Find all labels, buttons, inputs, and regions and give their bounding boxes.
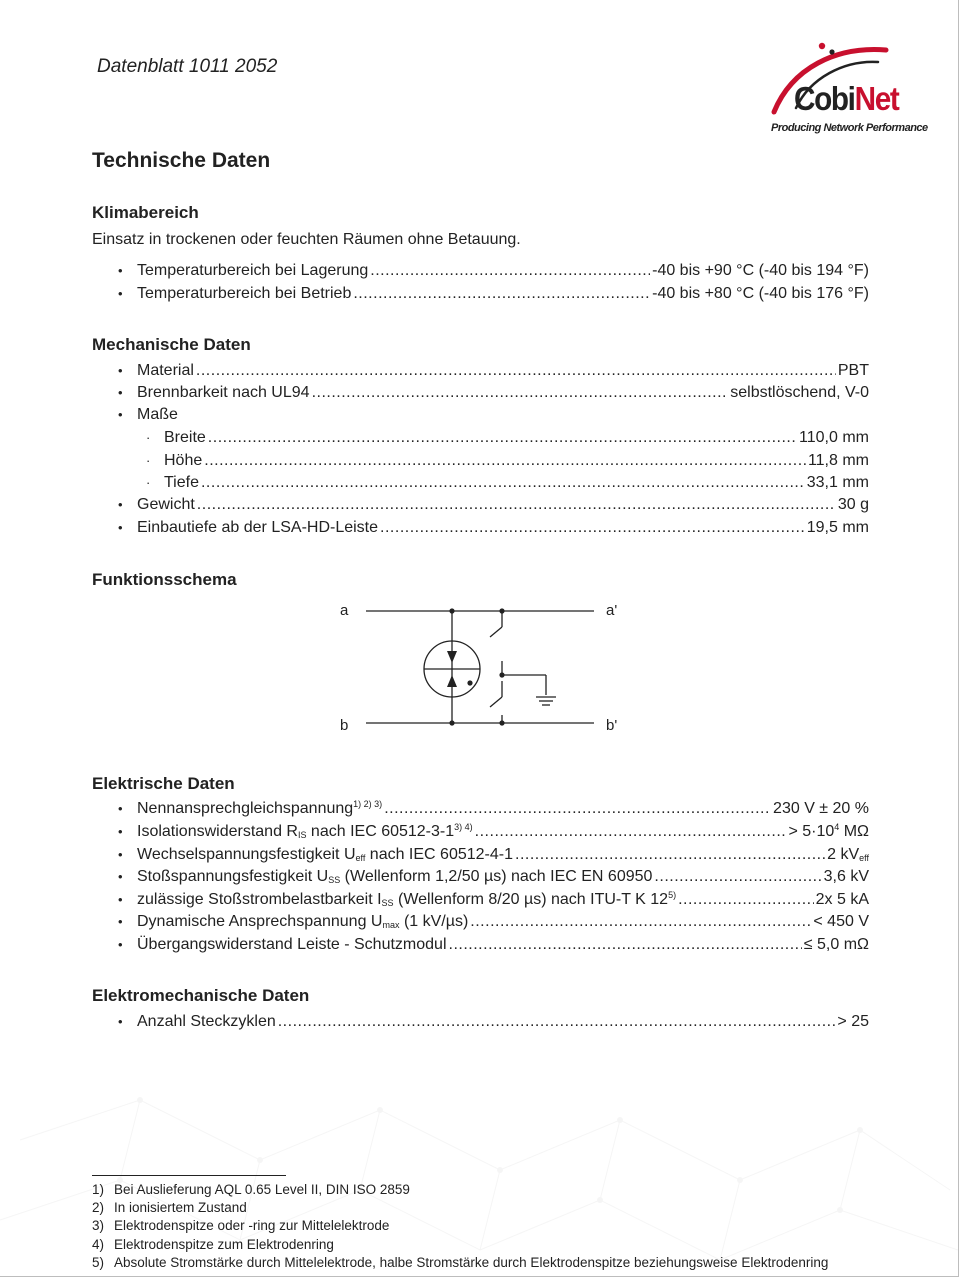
spec-row: • Stoßspannungsfestigkeit $U_{SS}$ (Wellenform 1,2/50 µs) nach IEC EN 60950 ..... 3,6 kV xyxy=(118,868,869,890)
spec-subrow: · Breite ..... 110,0 mm xyxy=(146,429,869,451)
terminal-label-a: a xyxy=(340,602,349,619)
terminal-label-a-prime: a' xyxy=(606,602,618,619)
spec-row: • Temperaturbereich bei Betrieb ..... -40 bis +80 °C (-40 bis 176 °F) xyxy=(118,285,869,307)
section-title-funktion: Funktionsschema xyxy=(92,570,237,589)
terminal-label-b-prime: b' xyxy=(606,717,618,734)
spec-row: • Gewicht ..... 30 g xyxy=(118,496,869,518)
footnote: 4) Elektrodenspitze zum Elektrodenring xyxy=(92,1237,334,1252)
section-title-elektrisch: Elektrische Daten xyxy=(92,774,235,793)
logo-tagline: Producing Network Performance xyxy=(771,122,928,134)
spec-row: • Anzahl Steckzyklen ..... > 25 xyxy=(118,1013,869,1035)
klima-intro: Einsatz in trockenen oder feuchten Räumen ohne Betauung. xyxy=(92,231,521,248)
spec-row: • Temperaturbereich bei Lagerung ..... -40 bis +90 °C (-40 bis 194 °F) xyxy=(118,262,869,284)
page-title: Technische Daten xyxy=(92,149,271,172)
footnote: 5) Absolute Stromstärke durch Mittelelektrode, halbe Stromstärke durch Elektrodenspitze beziehungsweise Elektrodenring xyxy=(92,1255,829,1270)
spec-subrow: · Höhe ..... 11,8 mm xyxy=(146,452,869,474)
spec-row: • Wechselspannungsfestigkeit $U_{eff}$ nach IEC 60512-4-1 ..... 2 $kV_{eff}$ xyxy=(118,846,869,868)
terminal-label-b: b xyxy=(340,717,349,734)
spec-row: • Brennbarkeit nach UL94 ..... selbstlöschend, V-0 xyxy=(118,384,869,406)
spec-row: • Isolationswiderstand $R_{IS}$ nach IEC $60512-3-1^{3) 4)}$ ..... > $5\cdot 10^4$ MΩ xyxy=(118,823,869,845)
spec-row: • Übergangswiderstand Leiste - Schutzmodul ..... ≤ 5,0 mΩ xyxy=(118,936,869,958)
spec-row: • Nennansprechgleichspannung$^{1) 2) 3)}$ ..... 230 V ± 20 % xyxy=(118,800,869,822)
footnote: 1) Bei Auslieferung AQL 0.65 Level II, DIN ISO 2859 xyxy=(92,1182,410,1197)
spec-row: • zulässige Stoßstrombelastbarkeit $I_{SS}$ (Wellenform 8/20 µs) nach ITU-T K 12$^{5)}$ ..... 2x 5 kA xyxy=(118,891,869,913)
section-title-klima: Klimabereich xyxy=(92,203,199,222)
footnote: 2) In ionisiertem Zustand xyxy=(92,1200,247,1215)
cobinet-logo xyxy=(766,38,926,138)
document-title: Datenblatt 1011 2052 xyxy=(97,56,278,77)
section-title-mech: Mechanische Daten xyxy=(92,335,251,354)
spec-row: • Material ..... PBT xyxy=(118,362,869,384)
section-title-elektromech: Elektromechanische Daten xyxy=(92,986,310,1005)
footnote: 3) Elektrodenspitze oder -ring zur Mittelelektrode xyxy=(92,1218,390,1233)
spec-row: • Dynamische Ansprechspannung $U_{max}$ (1 kV/µs) ..... < 450 V xyxy=(118,913,869,935)
spec-row: • Einbautiefe ab der LSA-HD-Leiste ..... 19,5 mm xyxy=(118,519,869,541)
spec-subrow: · Tiefe ..... 33,1 mm xyxy=(146,474,869,496)
logo-wordmark: CobiNet xyxy=(794,80,899,117)
function-schematic xyxy=(330,597,630,747)
footnote-divider xyxy=(92,1175,286,1176)
spec-row: • Maße xyxy=(118,406,178,423)
